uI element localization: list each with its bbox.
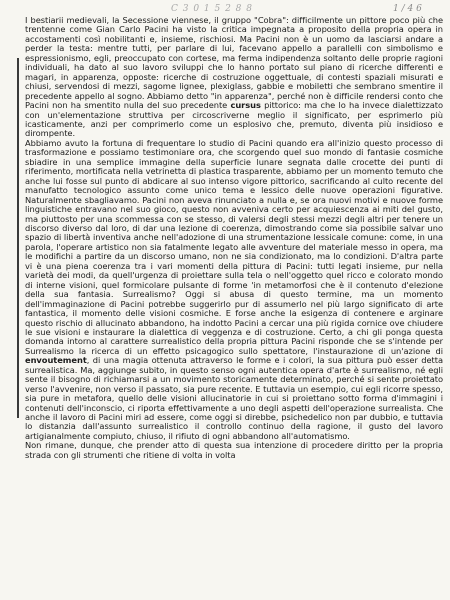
document-page: [25, 6, 443, 460]
paragraph-2: Abbiamo avuto la fortuna di frequentare lo studio di Pacini quando era all'inizio questo processo di trasformazione e possiamo testimoniare ora, che scorgendo quel suo mondo di fantasie cosmiche sbiadire in una semplice immagine della superficie lunare segnata dalle crocette dei punti di riferimento, mortificata nella vetrinetta di plastica trasparente, abbiamo per un momento temuto che anche lui fosse sul punto di abdicare al suo intenso vigore pittorico, sacrificando al culto recente del manufatto tecnologico assunto come unico tema e lessico delle nuove operazioni figurative. Naturalmente sbagliavamo. Pacini non aveva rinunciato a nulla e, se ora nuovi motivi e nuove forme linguistiche entravano nel suo gioco, questo non avveniva certo per acquiescenza ai miti del gusto, ma piuttosto per una scommessa con se stesso, di valersi degli stessi mezzi degli altri per tenere un discorso diverso dal loro, di dar una lezione di coerenza, dimostrando come sia possibile salvar uno spazio di libertà inventiva anche nell'adozione di una strumentazione lessicale comune: come, in una parola, l'operare artistico non sia fatalmente legato alle avventure del materiale messo in opera, ma le modifichi a partire da un discorso umano, non ne sia condizionato, ma lo condizioni. D'altra parte vi è una piena coerenza tra i vari momenti della pittura di Pacini: tutti legati insieme, pur nella varietà dei modi, da quell'urgenza di proiettare sulla tela o nell'oggetto quel ricco e colorato mondo di interne visioni, quel formicolare pulsante di forme 'in metamorfosi che è il contenuto d'elezione della sua fantasia. Surrealismo? Oggi si abusa di questo termine, ma un momento dell'immaginazione di Pacini potrebbe suggerirlo pur di assumerlo nel più largo significato di arte fantastica, il momento delle visioni cosmiche. E forse anche la esigenza di contenere e arginare questo rischio di allucinato abbandono, ha indotto Pacini a cercar una più rigida cornice ove chiudere le sue visioni e instaurare la dialettica di veggenza e di costruzione. Certo, a chi gli ponga questa domanda intorno al carattere surrealistico della propria pittura Pacini risponde che se s'intende per Surrealismo la ricerca di un effetto psicagogico sullo spettatore, l'instaurazione di un'azione di envoutement, di una magia ottenuta attraverso le forme e i colori, la sua pittura può esser detta surrealistica. Ma, aggiunge subito, in questo senso ogni autentica opera d'arte è surrealismo, né egli sente il bisogno di richiamarsi a un movimento storicamente determinato, perché si sente proiettato verso l'avvenire, non verso il passato, sia pure recente. E tuttavia un esempio, cui egli ricorre spesso, sia pure in metafora, quello delle visioni allucinatorie in cui si proiettano sotto forma d'immagini i contenuti dell'inconscio, ci riporta effettivamente a uno degli aspetti dell'operazione surrealista. Che anche il lavoro di Pacini miri ad essere, come oggi si direbbe, psichedelico non par dubbio, e tuttavia lo distanzia dall'assunto surrealistico il controllo continuo della ragione, il gusto del lavoro artigianalmente compiuto, chiuso, il rifiuto di ogni abbandono all'automatismo.: [25, 137, 443, 441]
emphasis-envoutement: envoutement: [25, 355, 87, 366]
archive-code: C 3 0 1 5 2 8 8: [171, 4, 253, 14]
handwritten-annotations: [25, 6, 443, 16]
emphasis-cursus: cursus: [230, 100, 261, 111]
page-reference: 1 / 4 6: [393, 4, 422, 14]
paragraph-3: Non rimane, dunque, che prender atto di questa sua intenzione di procedere diritto per la propria strada con gli strumenti che ritiene di volta in volta: [25, 440, 443, 460]
paragraph-1: I bestiarii medievali, la Secessione viennese, il gruppo "Cobra": difficilmente un pittore poco più che trentenne come Gian Carlo Pacini ha visto la critica impegnata a proposito della propria opera in accostamenti così nobilitanti e, insieme, rischiosi. Ma Pacini non è un uomo da lasciarsi andare a perder la testa: mentre tutti, per parlare di lui, facevano appello a parallelli con simbolismo e espressionismo, egli, preoccupato con cortese, ma ferma indipendenza soltanto delle proprie ragioni individuali, ha dato al suo lavoro sviluppi che lo hanno portato sul piano di ricerche differenti e magari, in apparenza, opposte: ricerche di costruzione oggettuale, di contesti spaziali misurati e chiusi, servendosi di mezzi, sagome lignee, plexiglass, gabbie e mobiletti che sembrano smentire il precedente appello al sogno. Abbiamo detto "in apparenza", perché non è difficile rendersi conto che Pacini non ha smentito nulla del suo precedente cursus pittorico: ma che lo ha invece dialettizzato con un'elementazione struttiva per circoscriverne meglio il significato, per esprimerlo più icasticamente, anzi per comprimerlo come un esplosivo che, premuto, diventa più insidioso e dirompente.: [25, 15, 443, 139]
margin-mark: [17, 58, 19, 418]
